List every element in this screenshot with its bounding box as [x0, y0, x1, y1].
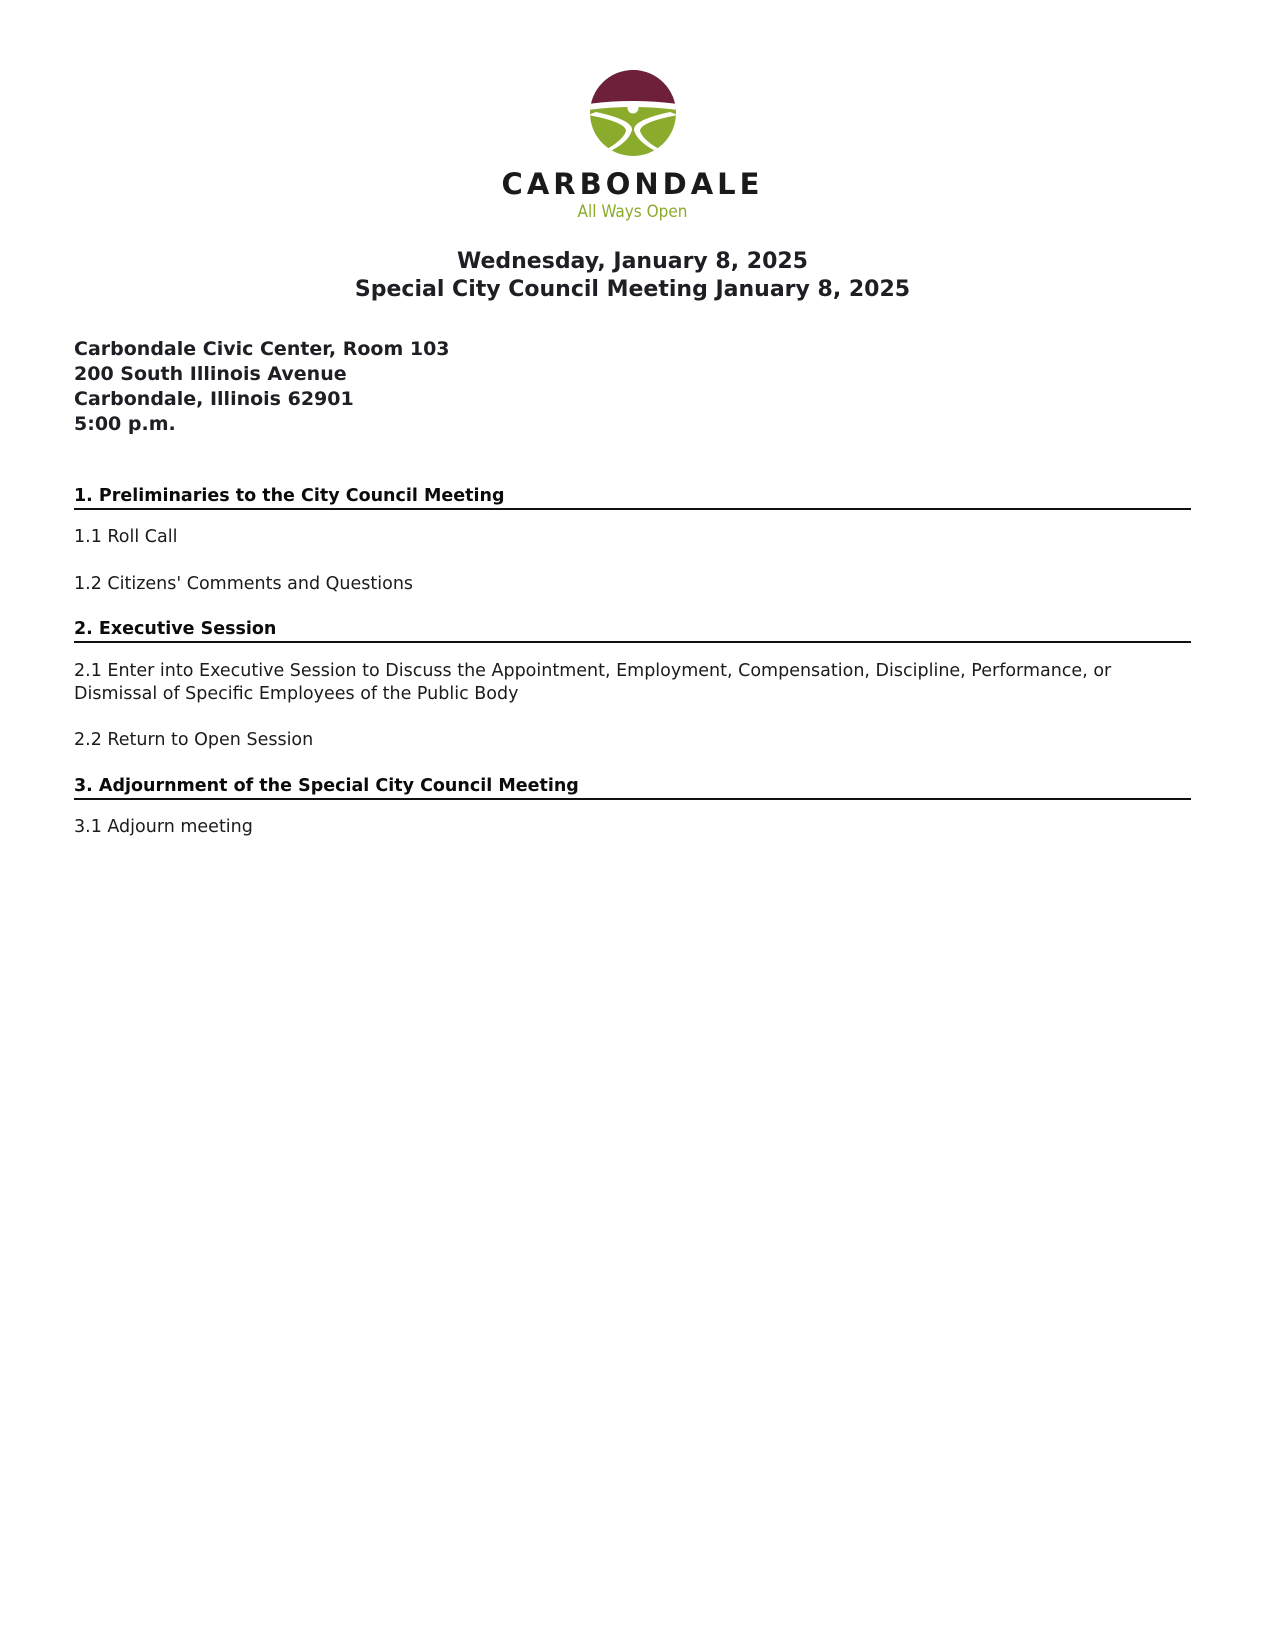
- venue: Carbondale Civic Center, Room 103: [74, 338, 450, 360]
- section-title-adjournment: 3. Adjournment of the Special City Council Meeting: [74, 775, 1191, 800]
- meeting-title: Special City Council Meeting January 8, 2025: [354, 277, 911, 302]
- logo-tagline: All Ways Open: [577, 202, 688, 222]
- section-title-preliminaries: 1. Preliminaries to the City Council Meeting: [74, 485, 1191, 510]
- agenda-item: 1.2 Citizens' Comments and Questions: [74, 574, 414, 594]
- city-logo: [0, 68, 1265, 222]
- agenda-item: 3.1 Adjourn meeting: [74, 817, 253, 837]
- section-title-executive-session: 2. Executive Session: [74, 618, 1191, 643]
- street-address: 200 South Illinois Avenue: [74, 363, 347, 385]
- agenda-item: 2.2 Return to Open Session: [74, 730, 314, 750]
- agenda-item: 2.1 Enter into Executive Session to Discuss the Appointment, Employment, Compensation, Discipline, Performance, or Dismissal of Specific Employees of the Public Body: [74, 661, 1112, 704]
- agenda-item: 1.1 Roll Call: [74, 527, 178, 547]
- meeting-location: [74, 337, 450, 437]
- logo-wordmark: CARBONDALE: [501, 167, 764, 201]
- meeting-time: 5:00 p.m.: [74, 413, 176, 435]
- meeting-date: Wednesday, January 8, 2025: [456, 249, 808, 274]
- city-state-zip: Carbondale, Illinois 62901: [74, 388, 354, 410]
- carbondale-emblem-icon: [588, 68, 678, 158]
